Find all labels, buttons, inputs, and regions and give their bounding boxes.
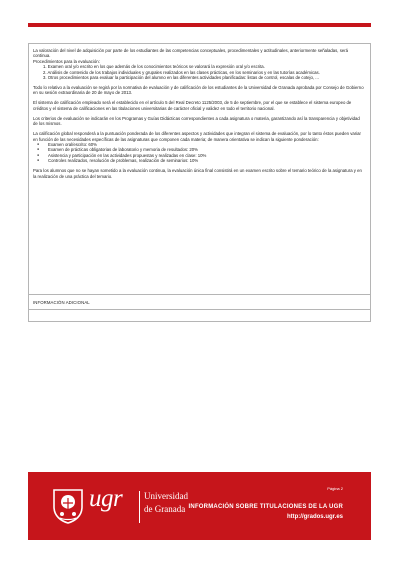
evaluation-section: [28, 43, 371, 322]
procedures-title: Procedimientos para la evaluación:: [33, 58, 100, 64]
weight-item: ● Examen oral/escrito: 60%: [33, 142, 365, 147]
procedure-item: 2. Análisis de contenido de los trabajos individuales y grupales realizados en las clases prácticas, en los seminarios y en las tutorías académicas.: [43, 69, 320, 75]
weight-item: ● Examen de prácticas obligatorias de laboratorio y memoria de resultados: 20%: [33, 147, 365, 152]
section-divider: [29, 294, 370, 295]
weight-item: ● Asistencia y participación en las actividades propuestas y realizadas en clase: 10%: [33, 153, 365, 158]
grados-link[interactable]: http://grados.ugr.es: [286, 514, 343, 520]
normativa-paragraph: Todo lo relativo a la evaluación se regirá por la normativa de evaluación y de calificación de los estudiantes de la Universidad de Granada aprobada por Consejo de Gobierno en su sesión extraordinaria de 20 de mayo de 2013.: [33, 85, 364, 96]
weights-list: [33, 142, 365, 164]
titulaciones-title: INFORMACIÓN SOBRE TITULACIONES DE LA UGR: [188, 504, 343, 510]
logo-separator: [139, 491, 140, 523]
eval-intro: La valoración del nivel de adquisición por parte de los estudiantes de las competencias conceptuales, procedimentales y actitudinales, anteriormente señaladas, será continua.: [33, 48, 349, 59]
university-line: Universidad: [144, 491, 188, 501]
procedures-list: [33, 64, 365, 80]
info-adicional-heading: INFORMACIÓN ADICIONAL: [33, 300, 90, 305]
university-name: [144, 490, 188, 516]
page-number: Página 2: [327, 486, 343, 491]
section-divider: [29, 309, 370, 310]
weight-item: ● Controles realizados, resolución de problemas, realización de seminarios: 10%: [33, 158, 365, 163]
procedure-item: 1. Examen oral y/o escrito en los que además de los conocimientos teóricos se valorará la expresión oral y/o escrita.: [43, 64, 265, 70]
evaluation-content: [29, 44, 370, 179]
evaluacion-unica-paragraph: Para los alumnos que no se hayan sometido a la evaluación continua, la evaluación única final consistirá en un examen escrito sobre el temario teórico de la asignatura y en la realización de una práctica del temario.: [33, 168, 362, 179]
sistema-paragraph: El sistema de calificación empleado será el establecido en el artículo 5 del Real Decreto 1125/2003, de 5 de septiembre, por el que se establece el sistema europeo de créditos y el sistema de calificaciones en las titulaciones universitarias de carácter oficial y validez en todo el territorio nacional.: [33, 100, 352, 111]
criterios-paragraph: Los criterios de evaluación se indicarán en los Programas y Guías Didácticas correspondientes a cada asignatura o materia, garantizando así la transparencia y objetividad de los mismos.: [33, 115, 360, 127]
footer-banner: [28, 472, 371, 540]
procedure-item: 3. Otros procedimientos para evaluar la participación del alumno en las diferentes actividades planificadas: listas de control, escalas de cotejo, ...: [43, 75, 319, 81]
calificacion-paragraph: La calificación global responderá a la puntuación ponderada de los diferentes aspectos y actividades que integran el sistema de evaluación, por lo tanto éstos pueden variar en función de las necesidades específicas de las asignaturas que componen cada materia; de manera orientativa se indican la siguiente ponderación:: [33, 131, 361, 142]
ugr-wordmark: ugr: [89, 485, 123, 512]
university-line: de Granada: [144, 504, 186, 514]
university-shield-icon: [51, 487, 85, 525]
header-rule: [28, 23, 371, 27]
